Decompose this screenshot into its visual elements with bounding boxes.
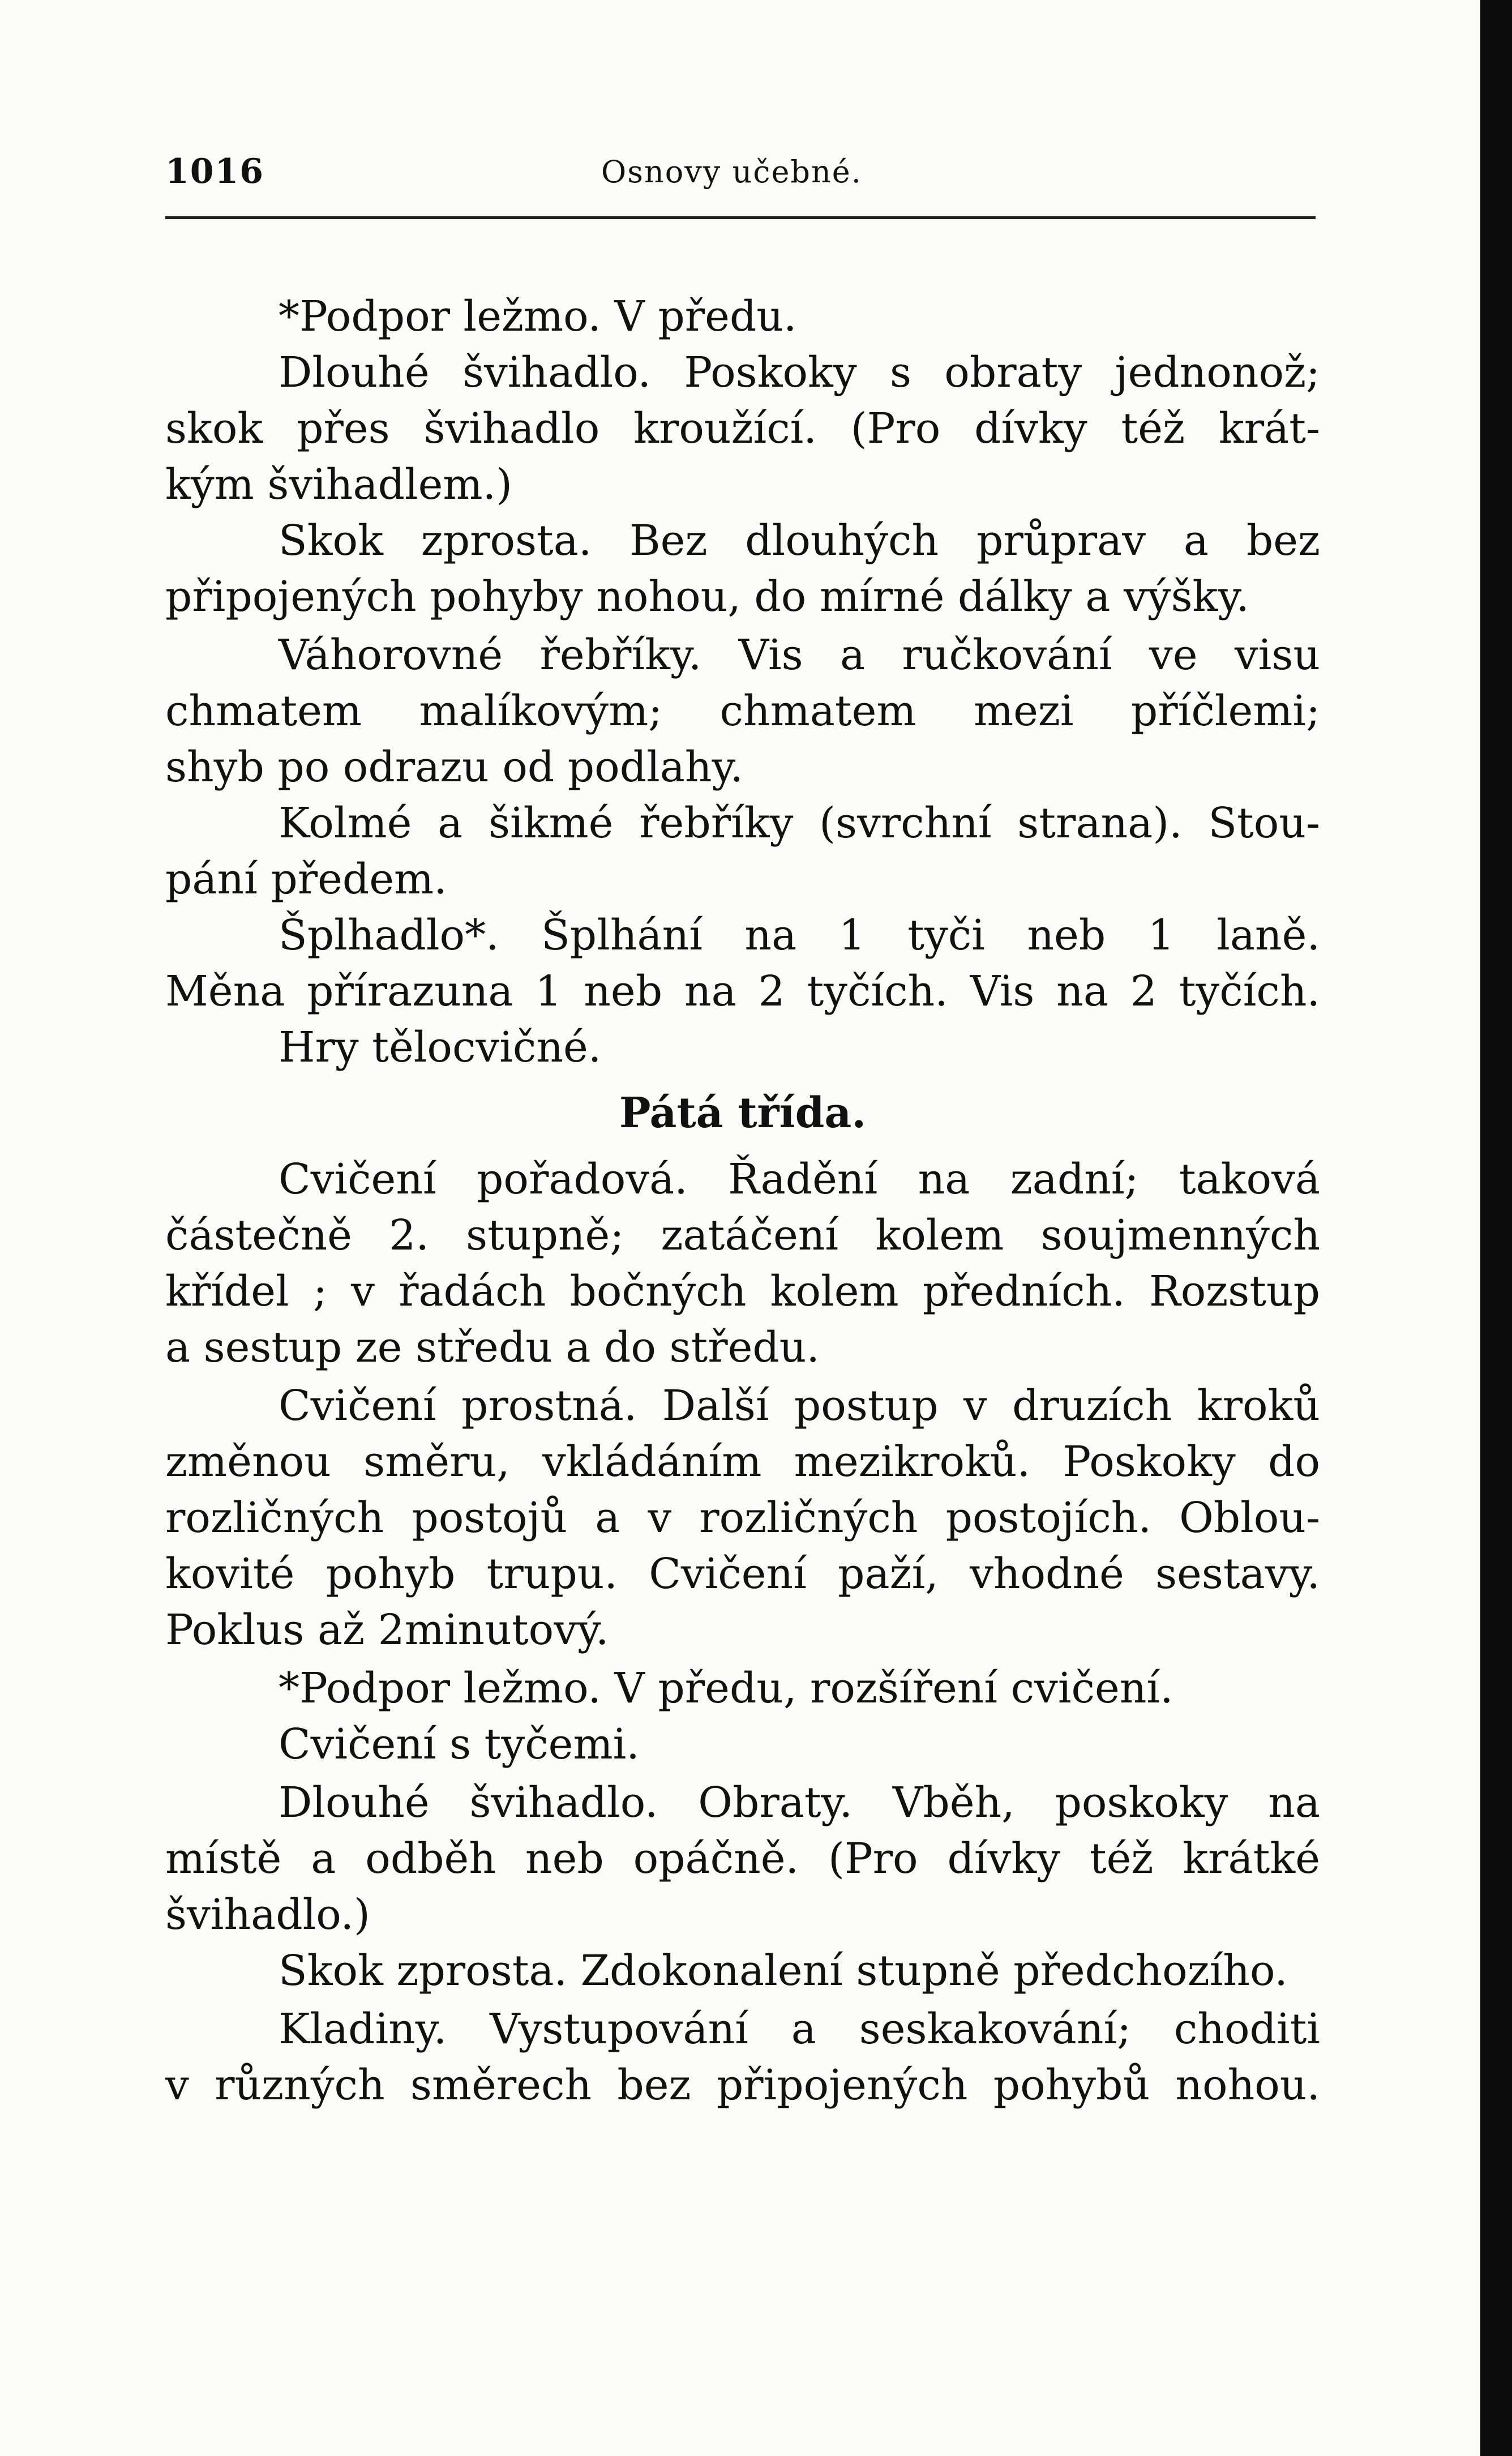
text-line: připojených pohyby nohou, do mírné dálky a výšky.: [165, 572, 1249, 621]
page-edge-shadow: [1480, 0, 1512, 2456]
page-header: [165, 152, 1316, 197]
section-heading: Pátá třída.: [619, 1089, 867, 1137]
text-line: kým švihadlem.): [165, 460, 512, 509]
text-line: kovité pohyb trupu. Cvičení paží, vhodné sestavy.: [165, 1550, 1320, 1598]
text-line: *Podpor ležmo. V předu.: [279, 292, 797, 341]
text-line: Skok zprosta. Bez dlouhých průprav a bez: [279, 516, 1320, 565]
text-line: Hry tělocvičné.: [279, 1023, 602, 1072]
page-number: 1016: [165, 152, 264, 191]
text-line: v různých směrech bez připojených pohybů nohou.: [165, 2061, 1320, 2110]
text-line: Kladiny. Vystupování a seskakování; choditi: [279, 2005, 1320, 2053]
text-line: *Podpor ležmo. V předu, rozšíření cvičení.: [279, 1664, 1173, 1713]
text-line: skok přes švihadlo kroužící. (Pro dívky též krát-: [165, 404, 1320, 453]
text-line: Šplhadlo*. Šplhání na 1 tyči neb 1 laně.: [279, 911, 1320, 960]
text-line: místě a odběh neb opáčně. (Pro dívky též krátké: [165, 1834, 1320, 1883]
text-line: Dlouhé švihadlo. Poskoky s obraty jednonož;: [279, 348, 1320, 397]
text-line: pání předem.: [165, 855, 447, 904]
text-line: a sestup ze středu a do středu.: [165, 1323, 820, 1372]
text-line: rozličných postojů a v rozličných postojích. Oblou-: [165, 1494, 1320, 1542]
text-line: křídel ; v řadách bočných kolem předních. Rozstup: [165, 1267, 1320, 1316]
text-line: Měna přírazuna 1 neb na 2 tyčích. Vis na 2 tyčích.: [165, 967, 1320, 1016]
body-text: [165, 289, 1320, 2113]
text-line: Skok zprosta. Zdokonalení stupně předchozího.: [279, 1946, 1288, 1995]
text-line: švihadlo.): [165, 1890, 370, 1939]
text-line: shyb po odrazu od podlahy.: [165, 743, 744, 791]
text-line: částečně 2. stupně; zatáčení kolem soujmenných: [165, 1211, 1320, 1260]
text-line: Cvičení pořadová. Řadění na zadní; taková: [279, 1155, 1320, 1204]
running-title: Osnovy učebné.: [601, 154, 862, 190]
text-line: Váhorovné řebříky. Vis a ručkování ve visu: [279, 631, 1320, 679]
text-line: Poklus až 2minutový.: [165, 1606, 609, 1654]
text-line: změnou směru, vkládáním mezikroků. Poskoky do: [165, 1437, 1320, 1486]
text-line: Kolmé a šikmé řebříky (svrchní strana). Stou-: [279, 799, 1320, 848]
text-line: Cvičení s tyčemi.: [279, 1720, 640, 1769]
text-line: Cvičení prostná. Další postup v druzích kroků: [279, 1381, 1320, 1430]
text-line: Dlouhé švihadlo. Obraty. Vběh, poskoky na: [279, 1778, 1320, 1827]
text-line: chmatem malíkovým; chmatem mezi příčlemi;: [165, 687, 1320, 735]
header-rule: [165, 216, 1316, 219]
